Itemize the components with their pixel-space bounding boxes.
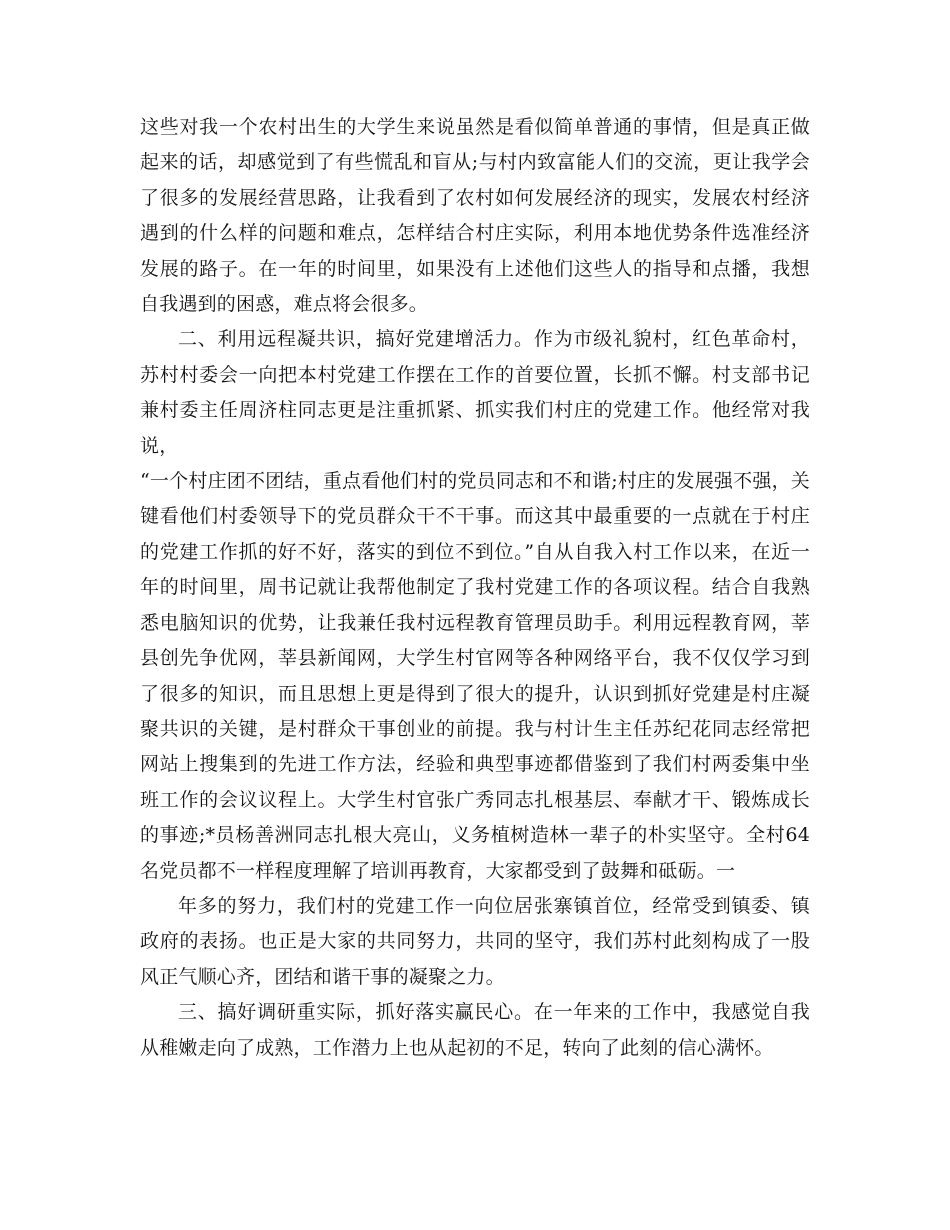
paragraph-5: 三、搞好调研重实际，抓好落实赢民心。在一年来的工作中，我感觉自我从稚嫩走向了成熟，工作潜力上也从起初的不足，转向了此刻的信心满怀。 (140, 1001, 810, 1059)
document-page (140, 110, 810, 1066)
paragraph-4: 年多的努力，我们村的党建工作一向位居张寨镇首位，经常受到镇委、镇政府的表扬。也正是大家的共同努力，共同的坚守，我们苏村此刻构成了一股风正气顺心齐，团结和谐干事的凝聚之力。 (140, 894, 810, 988)
paragraph-2: 二、利用远程凝共识，搞好党建增活力。作为市级礼貌村，红色革命村，苏村村委会一向把本村党建工作摆在工作的首要位置，长抓不懈。村支部书记兼村委主任周济柱同志更是注重抓紧、抓实我们村庄的党建工作。他经常对我说， (140, 328, 810, 457)
paragraph-1: 这些对我一个农村出生的大学生来说虽然是看似简单普通的事情，但是真正做起来的话，却感觉到了有些慌乱和盲从;与村内致富能人们的交流，更让我学会了很多的发展经营思路，让我看到了农村如何发展经济的现实，发展农村经济遇到的什么样的问题和难点，怎样结合村庄实际，利用本地优势条件选准经济发展的路子。在一年的时间里，如果没有上述他们这些人的指导和点播，我想自我遇到的困惑，难点将会很多。 (140, 116, 810, 316)
paragraph-3: “一个村庄团不团结，重点看他们村的党员同志和不和谐;村庄的发展强不强，关键看他们村委领导下的党员群众干不干事。而这其中最重要的一点就在于村庄的党建工作抓的好不好，落实的到位不到位。”自从自我入村工作以来，在近一年的时间里，周书记就让我帮他制定了我村党建工作的各项议程。结合自我熟悉电脑知识的优势，让我兼任我村远程教育管理员助手。利用远程教育网，莘县创先争优网，莘县新闻网，大学生村官网等各种网络平台，我不仅仅学习到了很多的知识，而且思想上更是得到了很大的提升，认识到抓好党建是村庄凝聚共识的关键，是村群众干事创业的前提。我与村计生主任苏纪花同志经常把网站上搜集到的先进工作方法，经验和典型事迹都借鉴到了我们村两委集中坐班工作的会议议程上。大学生村官张广秀同志扎根基层、奉献才干、锻炼成长的事迹;*员杨善洲同志扎根大亮山，义务植树造林一辈子的朴实坚守。全村64名党员都不一样程度理解了培训再教育，大家都受到了鼓舞和砥砺。一 (140, 470, 810, 882)
